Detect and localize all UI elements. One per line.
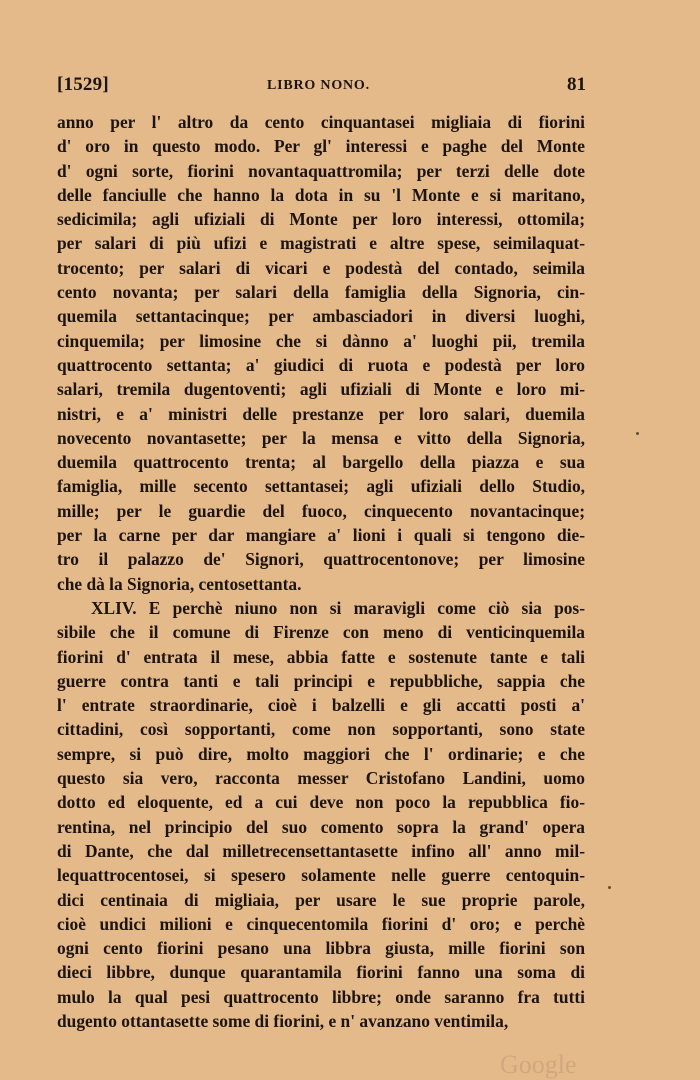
text-line: nistri, e a' ministri delle prestanze per loro salari, duemila	[57, 403, 585, 424]
text-line: delle fanciulle che hanno la dota in su 'l Monte e si maritano,	[57, 184, 585, 205]
text-line: d' oro in questo modo. Per gl' interessi e paghe del Monte	[57, 136, 585, 157]
text-line: cioè undici milioni e cinquecentomila fiorini d' oro; e perchè	[57, 913, 585, 934]
text-line: guerre contra tanti e tali principi e repubbliche, sappia che	[57, 670, 585, 691]
text-line: tro il palazzo de' Signori, quattrocentonove; per limosine	[57, 549, 585, 570]
watermark: Google	[500, 1050, 577, 1079]
text-line: rentina, nel principio del suo comento sopra la grand' opera	[57, 816, 585, 837]
text-line: famiglia, mille secento settantasei; agli ufiziali dello Studio,	[57, 476, 585, 497]
text-line: quattrocento settanta; a' giudici di ruota e podestà per loro	[57, 354, 585, 375]
text-line: mille; per le guardie del fuoco, cinquecento novantacinque;	[57, 500, 585, 521]
text-line: dici centinaia di migliaia, per usare le sue proprie parole,	[57, 889, 585, 910]
text-line: per salari di più ufizi e magistrati e altre spese, seimilaquat-	[57, 233, 585, 254]
text-line: ogni cento fiorini pesano una libbra giusta, mille fiorini son	[57, 938, 585, 959]
text-line: anno per l' altro da cento cinquantasei migliaia di fiorini	[57, 112, 585, 132]
text-line: che dà la Signoria, centosettanta.	[57, 573, 302, 594]
text-line: d' ogni sorte, fiorini novantaquattromila; per terzi delle dote	[57, 160, 585, 181]
text-line: sibile che il comune di Firenze con meno di venticinquemila	[57, 622, 585, 643]
text-line: di Dante, che dal milletrecensettantasette infino all' anno mil-	[57, 840, 585, 861]
text-line: duemila quattrocento trenta; al bargello della piazza e sua	[57, 452, 585, 473]
text-line: XLIV. E perchè niuno non si maravigli come ciò sia pos-	[91, 597, 585, 618]
text-line: novecento novantasette; per la mensa e vitto della Signoria,	[57, 427, 585, 448]
text-line: sedicimila; agli ufiziali di Monte per loro interessi, ottomila;	[57, 209, 585, 230]
paragraph	[57, 596, 585, 1033]
page-number: 81	[567, 74, 586, 95]
text-line: l' entrate straordinarie, cioè i balzelli e gli accatti posti a'	[57, 695, 585, 716]
text-line: quemila settantacinque; per ambasciadori in diversi luoghi,	[57, 306, 585, 327]
header-year: [1529]	[57, 74, 109, 95]
text-line: sempre, si può dire, molto maggiori che l' ordinarie; e che	[57, 743, 585, 764]
running-header	[57, 74, 586, 100]
text-line: cento novanta; per salari della famiglia della Signoria, cin-	[57, 282, 585, 303]
text-line: dieci libbre, dunque quarantamila fiorini fanno una soma di	[57, 962, 585, 983]
paper-speck	[608, 886, 611, 889]
paper-speck	[636, 432, 639, 435]
text-line: cittadini, così sopportanti, come non sopportanti, sono state	[57, 719, 585, 740]
header-title: LIBRO NONO.	[267, 78, 370, 93]
text-line: dugento ottantasette some di fiorini, e n' avanzano ventimila,	[57, 1010, 509, 1031]
text-line: lequattrocentosei, si spesero solamente nelle guerre centoquin-	[57, 865, 585, 886]
paragraph	[57, 110, 585, 596]
text-line: fiorini d' entrata il mese, abbia fatte e sostenute tante e tali	[57, 646, 585, 667]
text-line: mulo la qual pesi quattrocento libbre; onde saranno fra tutti	[57, 986, 585, 1007]
body-text	[57, 110, 585, 1033]
text-line: salari, tremila dugentoventi; agli ufiziali di Monte e loro mi-	[57, 379, 585, 400]
text-line: per la carne per dar mangiare a' lioni i quali si tengono die-	[57, 525, 585, 546]
text-line: cinquemila; per limosine che si dànno a' luoghi pii, tremila	[57, 330, 585, 351]
text-line: trocento; per salari di vicari e podestà del contado, seimila	[57, 257, 585, 278]
text-line: dotto ed eloquente, ed a cui deve non poco la repubblica fio-	[57, 792, 585, 813]
text-line: questo sia vero, racconta messer Cristofano Landini, uomo	[57, 768, 585, 789]
